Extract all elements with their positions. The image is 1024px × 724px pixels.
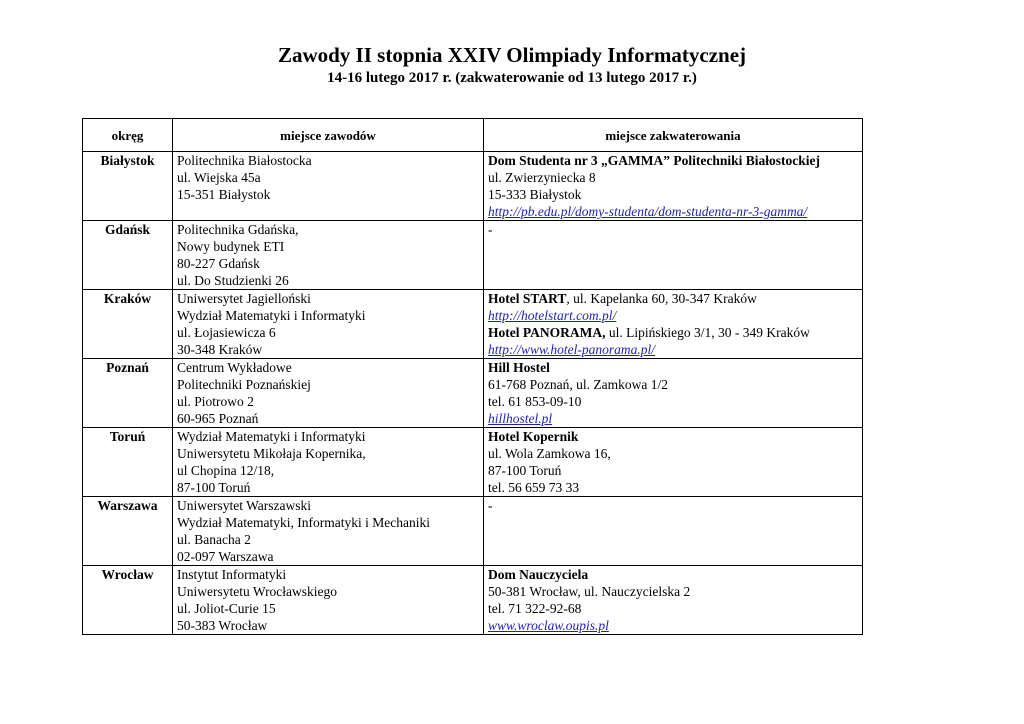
venue-line: ul. Łojasiewicza 6 (177, 325, 276, 340)
venue-line: ul. Wiejska 45a (177, 170, 261, 185)
venue-line: Centrum Wykładowe (177, 360, 292, 375)
table-row (83, 497, 863, 566)
venue-cell (173, 152, 484, 221)
region-cell: Poznań (83, 359, 173, 428)
accommodation-dash: - (488, 222, 493, 237)
accommodation-cell (484, 221, 863, 290)
accommodation-link[interactable]: http://pb.edu.pl/domy-studenta/dom-studenta-nr-3-gamma/ (488, 204, 808, 219)
accommodation-line: tel. 71 322-92-68 (488, 601, 582, 616)
venue-line: Uniwersytetu Wrocławskiego (177, 584, 338, 599)
venue-line: Uniwersytetu Mikołaja Kopernika, (177, 446, 366, 461)
region-cell: Gdańsk (83, 221, 173, 290)
venue-line: Politechnika Gdańska, (177, 222, 299, 237)
table-row (83, 359, 863, 428)
venue-cell (173, 428, 484, 497)
accommodation-link[interactable]: http://hotelstart.com.pl/ (488, 308, 617, 323)
column-header-venue: miejsce zawodów (173, 119, 484, 152)
venue-line: 50-383 Wrocław (177, 618, 268, 633)
table-row (83, 290, 863, 359)
page-subtitle: 14-16 lutego 2017 r. (zakwaterowanie od 13 lutego 2017 r.) (327, 70, 697, 86)
table-row (83, 428, 863, 497)
region-cell: Warszawa (83, 497, 173, 566)
accommodation-link[interactable]: hillhostel.pl (488, 411, 553, 426)
region-cell: Toruń (83, 428, 173, 497)
accommodation-line (488, 324, 858, 341)
accommodation-name: Dom Studenta nr 3 „GAMMA” Politechniki Białostockiej (488, 153, 820, 168)
accommodation-cell (484, 566, 863, 635)
accommodation-link[interactable]: www.wroclaw.oupis.pl (488, 618, 609, 633)
accommodation-cell (484, 290, 863, 359)
accommodation-line: ul. Wola Zamkowa 16, (488, 446, 611, 461)
venue-line: Uniwersytet Jagielloński (177, 291, 311, 306)
hotel-address: ul. Lipińskiego 3/1, 30 - 349 Kraków (605, 325, 810, 340)
venue-line: 15-351 Białystok (177, 187, 271, 202)
accommodation-line: tel. 56 659 73 33 (488, 480, 580, 495)
venue-line: Uniwersytet Warszawski (177, 498, 312, 513)
region-cell: Wrocław (83, 566, 173, 635)
venue-line: Wydział Matematyki i Informatyki (177, 308, 366, 323)
accommodation-line: tel. 61 853-09-10 (488, 394, 582, 409)
venue-line: Politechniki Poznańskiej (177, 377, 311, 392)
venue-line: Wydział Matematyki, Informatyki i Mechaniki (177, 515, 430, 530)
column-header-accommodation: miejsce zakwaterowania (484, 119, 863, 152)
venues-table (82, 118, 863, 635)
venue-cell (173, 290, 484, 359)
hotel-name: Hotel PANORAMA, (488, 325, 606, 340)
venue-line: ul. Piotrowo 2 (177, 394, 254, 409)
page-title: Zawody II stopnia XXIV Olimpiady Informatycznej (277, 43, 747, 67)
venue-line: 30-348 Kraków (177, 342, 263, 357)
table-row (83, 152, 863, 221)
accommodation-name: Dom Nauczyciela (488, 567, 589, 582)
hotel-address: , ul. Kapelanka 60, 30-347 Kraków (566, 291, 757, 306)
accommodation-line: 87-100 Toruń (488, 463, 562, 478)
table-header-row (83, 119, 863, 152)
venue-line: Instytut Informatyki (177, 567, 287, 582)
accommodation-line (488, 290, 858, 307)
venue-cell (173, 566, 484, 635)
venue-line: 60-965 Poznań (177, 411, 259, 426)
venue-cell (173, 497, 484, 566)
venue-line: ul. Joliot-Curie 15 (177, 601, 276, 616)
accommodation-cell (484, 497, 863, 566)
column-header-region: okręg (83, 119, 173, 152)
accommodation-line: 50-381 Wrocław, ul. Nauczycielska 2 (488, 584, 691, 599)
accommodation-name: Hotel Kopernik (488, 429, 579, 444)
accommodation-cell (484, 152, 863, 221)
venue-cell (173, 359, 484, 428)
accommodation-line: 15-333 Białystok (488, 187, 582, 202)
venue-line: ul Chopina 12/18, (177, 463, 275, 478)
venue-line: Politechnika Białostocka (177, 153, 312, 168)
accommodation-dash: - (488, 498, 493, 513)
region-cell: Kraków (83, 290, 173, 359)
accommodation-cell (484, 428, 863, 497)
accommodation-name: Hill Hostel (488, 360, 550, 375)
table-row (83, 221, 863, 290)
accommodation-line: ul. Zwierzyniecka 8 (488, 170, 596, 185)
venue-line: ul. Banacha 2 (177, 532, 251, 547)
venue-line: 80-227 Gdańsk (177, 256, 260, 271)
accommodation-link[interactable]: http://www.hotel-panorama.pl/ (488, 342, 656, 357)
venue-line: 02-097 Warszawa (177, 549, 274, 564)
accommodation-cell (484, 359, 863, 428)
hotel-name: Hotel START (488, 291, 567, 306)
venue-line: Wydział Matematyki i Informatyki (177, 429, 366, 444)
venue-line: 87-100 Toruń (177, 480, 251, 495)
accommodation-line: 61-768 Poznań, ul. Zamkowa 1/2 (488, 377, 668, 392)
venue-line: ul. Do Studzienki 26 (177, 273, 289, 288)
region-cell: Białystok (83, 152, 173, 221)
venue-cell (173, 221, 484, 290)
table-row (83, 566, 863, 635)
venue-line: Nowy budynek ETI (177, 239, 285, 254)
